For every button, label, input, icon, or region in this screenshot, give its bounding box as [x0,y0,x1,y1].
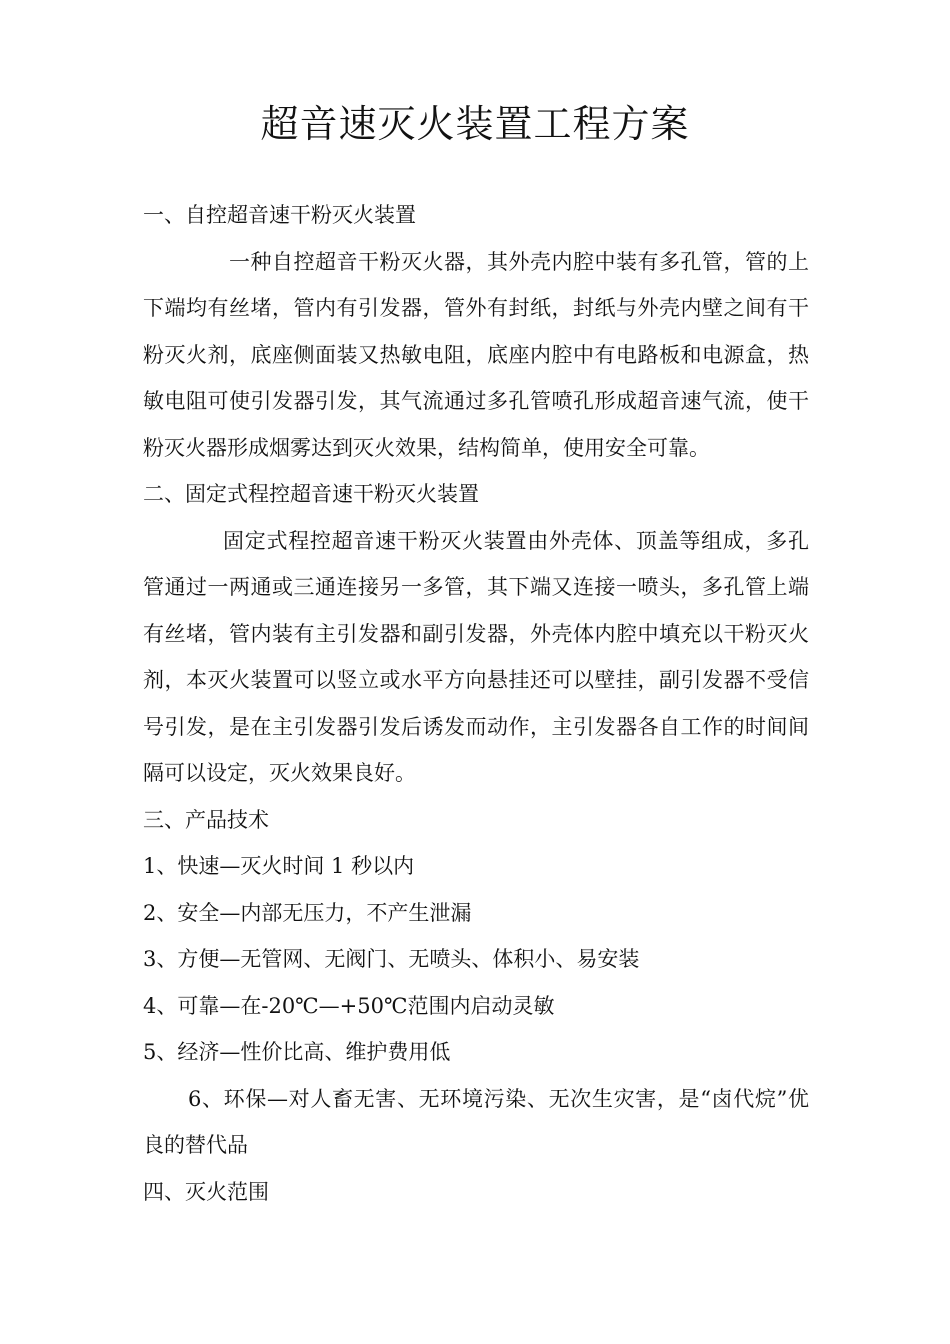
list-item: 3、方便—无管网、无阀门、无喷头、体积小、易安装 [143,947,640,971]
section-heading-4: 四、灭火范围 [143,1179,269,1204]
section-heading-3: 三、产品技术 [143,807,269,832]
list-item: 6、环保—对人畜无害、无环境污染、无次生灾害，是“卤代烷”优良的替代品 [143,1086,809,1157]
list-item: 2、安全—内部无压力，不产生泄漏 [143,900,472,925]
section-paragraph-1: 一种自控超音干粉灭火器，其外壳内腔中装有多孔管，管的上下端均有丝堵，管内有引发器，管外有封纸，封纸与外壳内壁之间有干粉灭火剂，底座侧面装又热敏电阻，底座内腔中有电路板和电源盒，热敏电阻可使引发器引发，其气流通过多孔管喷孔形成超音速气流，使干粉灭火器形成烟雾达到灭火效果，结构简单，使用安全可靠。 [143,249,809,460]
section-paragraph-2: 固定式程控超音速干粉灭火装置由外壳体、顶盖等组成，多孔管通过一两通或三通连接另一多管，其下端又连接一喷头，多孔管上端有丝堵，管内装有主引发器和副引发器，外壳体内腔中填充以干粉灭火剂，本灭火装置可以竖立或水平方向悬挂还可以壁挂，副引发器不受信号引发，是在主引发器引发后诱发而动作，主引发器各自工作的时间间隔可以设定，灭火效果良好。 [143,528,809,785]
section-heading-1: 一、自控超音速干粉灭火装置 [143,203,416,227]
list-item: 5、经济—性价比高、维护费用低 [143,1040,451,1064]
list-item: 4、可靠—在-20℃—+50℃范围内启动灵敏 [143,993,555,1018]
list-item: 1、快速—灭火时间 1 秒以内 [143,854,415,878]
section-heading-2: 二、固定式程控超音速干粉灭火装置 [143,482,479,506]
document-body [143,192,809,1215]
document-title: 超音速灭火装置工程方案 [260,102,690,146]
